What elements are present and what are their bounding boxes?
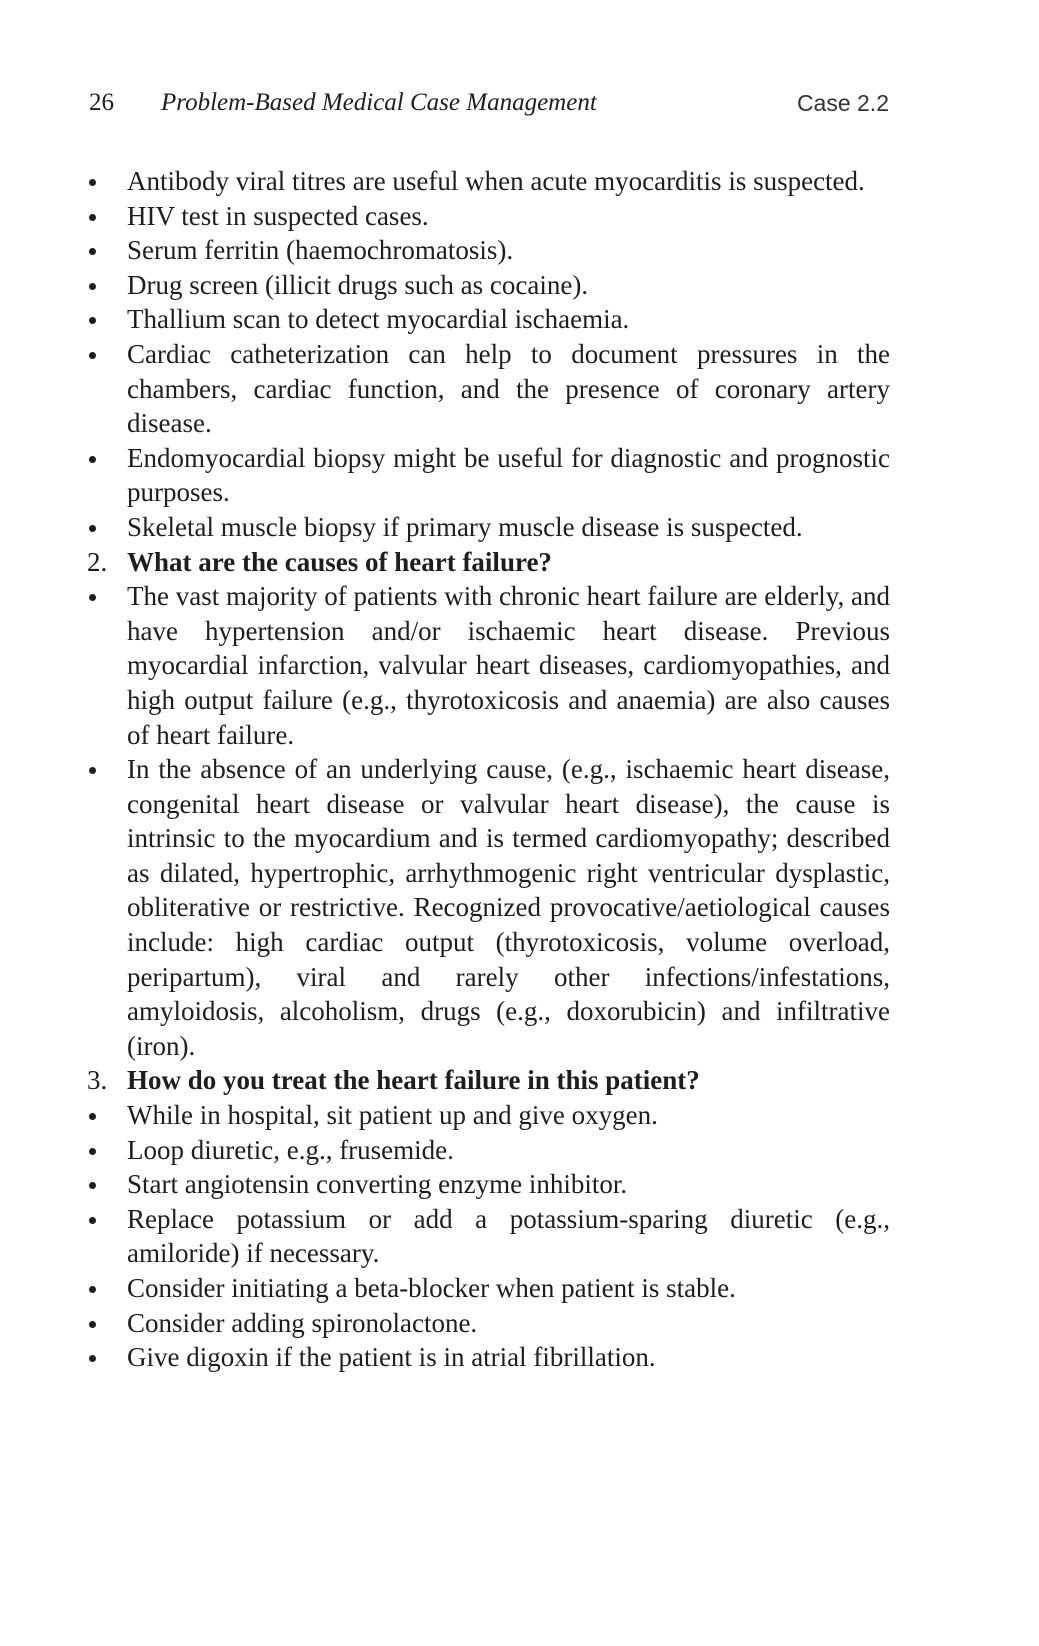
bullet-icon	[89, 283, 96, 290]
item-text: Replace potassium or add a potassium-sparing diuretic (e.g., amiloride) if necessary.	[127, 1203, 890, 1269]
list-item	[87, 337, 890, 441]
bullet-icon	[89, 352, 96, 359]
bullet-icon	[89, 1113, 96, 1120]
bullet-icon	[89, 525, 96, 532]
bullet-icon	[89, 179, 96, 186]
list-item	[87, 164, 890, 199]
item-text: In the absence of an underlying cause, (e.g., ischaemic heart disease, congenital heart disease or valvular heart disease), the cause is intrinsic to the myocardium and is termed cardiomyopathy; described as dilated, hypertrophic, arrhythmogenic right ventricular dysplastic, obliterative or restrictive. Recognized provocative/aetiological causes include: high cardiac output (thyrotoxicosis, volume overload, peripartum), viral and rarely other infections/infestations, amyloidosis, alcoholism, drugs (e.g., doxorubicin) and infiltrative (iron).	[127, 754, 890, 1061]
list-item	[87, 1167, 890, 1202]
list-item	[87, 1133, 890, 1168]
bullet-icon	[89, 594, 96, 601]
bullet-icon	[89, 214, 96, 221]
case-label: Case 2.2	[796, 90, 889, 116]
item-text: Cardiac catheterization can help to document pressures in the chambers, cardiac function, and the presence of coronary artery disease.	[127, 338, 890, 439]
bullet-icon	[89, 1182, 96, 1189]
question-heading	[87, 1063, 890, 1098]
page-number: 26	[89, 89, 114, 116]
item-text: Start angiotensin converting enzyme inhibitor.	[127, 1169, 628, 1200]
item-text: The vast majority of patients with chronic heart failure are elderly, and have hypertension and/or ischaemic heart disease. Previous myocardial infarction, valvular heart diseases, cardiomyopathies, and high output failure (e.g., thyrotoxicosis and anaemia) are also causes of heart failure.	[127, 581, 890, 750]
list-item	[87, 579, 890, 752]
item-text: Give digoxin if the patient is in atrial fibrillation.	[127, 1342, 656, 1373]
bullet-icon	[89, 1286, 96, 1293]
item-text: Endomyocardial biopsy might be useful for diagnostic and prognostic purposes.	[127, 442, 890, 508]
question-number: 3.	[87, 1065, 108, 1096]
bullet-icon	[89, 767, 96, 774]
bullet-icon	[89, 1148, 96, 1155]
item-text: Drug screen (illicit drugs such as cocaine).	[127, 269, 589, 300]
question-heading	[87, 545, 890, 580]
list-item	[87, 302, 890, 337]
list-item	[87, 268, 890, 303]
list-item	[87, 199, 890, 234]
list-item	[87, 1340, 890, 1375]
list-item	[87, 441, 890, 510]
list-item	[87, 1306, 890, 1341]
list-item	[87, 1202, 890, 1271]
question-text: What are the causes of heart failure?	[127, 546, 552, 577]
question-number: 2.	[87, 546, 108, 577]
bullet-icon	[89, 1355, 96, 1362]
list-item	[87, 510, 890, 545]
list-item	[87, 1098, 890, 1133]
question-text: How do you treat the heart failure in this patient?	[127, 1065, 700, 1096]
item-text: Consider adding spironolactone.	[127, 1307, 478, 1338]
item-text: Skeletal muscle biopsy if primary muscle disease is suspected.	[127, 511, 803, 542]
bullet-icon	[89, 248, 96, 255]
list-item	[87, 1271, 890, 1306]
item-text: Antibody viral titres are useful when acute myocarditis is suspected.	[127, 166, 865, 196]
running-header	[89, 86, 889, 120]
list-item	[87, 752, 890, 1063]
bullet-icon	[89, 456, 96, 463]
item-text: Loop diuretic, e.g., frusemide.	[127, 1134, 454, 1165]
item-text: Serum ferritin (haemochromatosis).	[127, 235, 514, 266]
bullet-icon	[89, 1217, 96, 1224]
item-text: HIV test in suspected cases.	[127, 200, 429, 231]
bullet-icon	[89, 1321, 96, 1328]
item-text: Consider initiating a beta-blocker when patient is stable.	[127, 1273, 736, 1303]
list-item	[87, 233, 890, 268]
item-text: Thallium scan to detect myocardial ischaemia.	[127, 304, 630, 335]
bullet-icon	[89, 317, 96, 324]
item-text: While in hospital, sit patient up and give oxygen.	[127, 1100, 658, 1131]
page-body	[87, 164, 890, 1375]
book-title: Problem-Based Medical Case Management	[161, 89, 597, 116]
